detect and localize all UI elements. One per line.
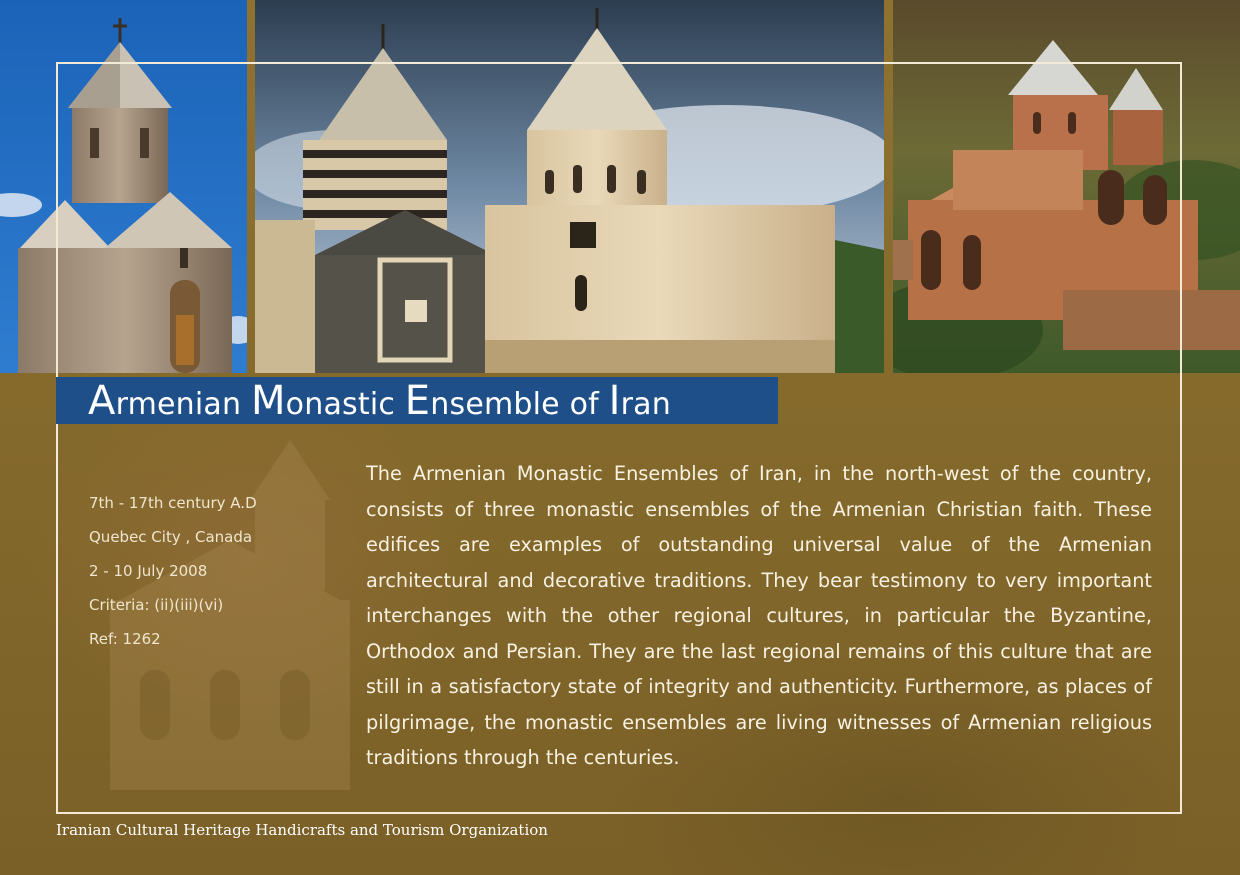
- title-part: Iran: [608, 378, 671, 424]
- period-text: 7th - 17th century A.D: [89, 494, 257, 512]
- dates-text: 2 - 10 July 2008: [89, 562, 208, 580]
- organization-footer: Iranian Cultural Heritage Handicrafts and Tourism Organization: [56, 821, 548, 839]
- title-part: Ensemble of: [404, 378, 609, 424]
- title-part: Armenian: [88, 378, 251, 424]
- criteria-text: Criteria: (ii)(iii)(vi): [89, 596, 224, 614]
- description-paragraph: The Armenian Monastic Ensembles of Iran, in the north-west of the country, consists of three monastic ensembles of the Armenian Christian faith. These edifices are examples of outstanding universal value of the Armenian architectural and decorative traditions. They bear testimony to very important interchanges with the other regional cultures, in particular the Byzantine, Orthodox and Persian. They are the last regional remains of this culture that are still in a satisfactory state of integrity and authenticity. Furthermore, as places of pilgrimage, the monastic ensembles are living witnesses of Armenian religious traditions through the centuries.: [366, 462, 1152, 769]
- site-info-list: [89, 486, 349, 656]
- title-part: Monastic: [250, 378, 405, 424]
- church-photo-right: [893, 0, 1240, 373]
- church-photo-middle: [255, 0, 884, 373]
- poster-title: [88, 379, 671, 427]
- ref-text: Ref: 1262: [89, 630, 161, 648]
- location-text: Quebec City , Canada: [89, 528, 253, 546]
- church-photo-left: [0, 0, 247, 373]
